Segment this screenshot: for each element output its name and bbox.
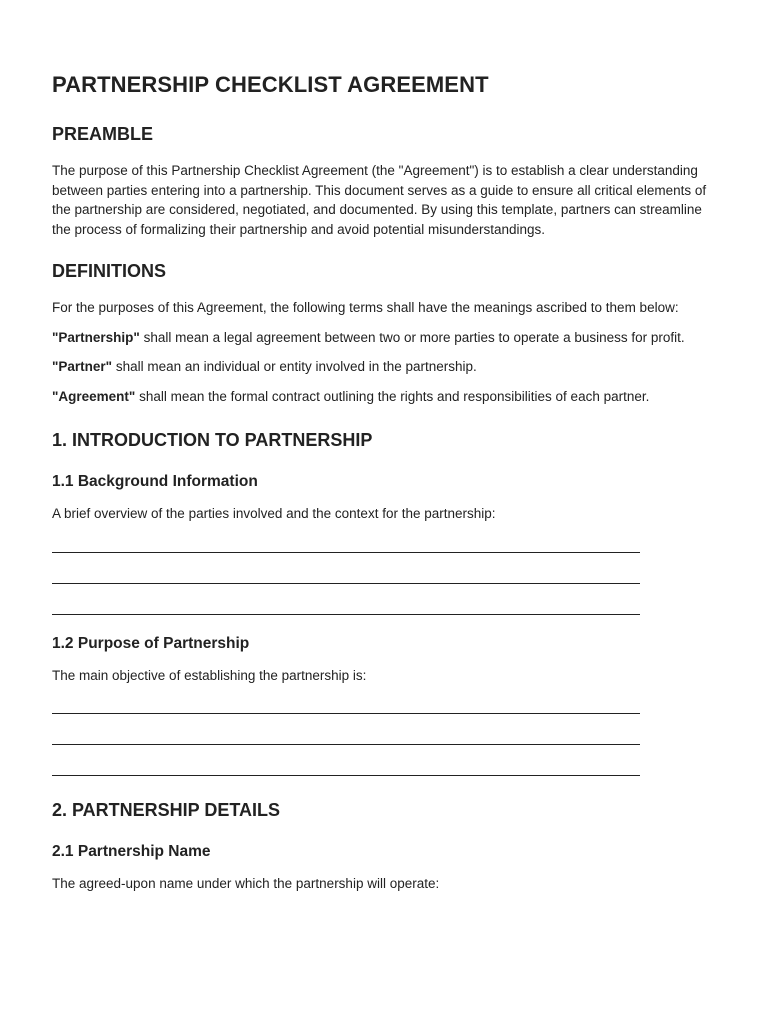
fill-in-lines — [52, 699, 718, 776]
section-introduction — [52, 430, 718, 776]
section-partnership-details — [52, 800, 718, 894]
definition-text: shall mean a legal agreement between two or more parties to operate a business for profit. — [139, 329, 685, 345]
fill-in-line[interactable] — [52, 569, 640, 584]
subsection-2-1-heading: 2.1 Partnership Name — [52, 843, 211, 860]
definitions-intro: For the purposes of this Agreement, the following terms shall have the meanings ascribed to them below: — [52, 300, 679, 315]
fill-in-line[interactable] — [52, 600, 640, 615]
subsection-1-1-text: A brief overview of the parties involved and the context for the partnership: — [52, 506, 496, 521]
definitions-heading: DEFINITIONS — [52, 261, 167, 281]
fill-in-line[interactable] — [52, 699, 640, 714]
definition-text: shall mean the formal contract outlining the rights and responsibilities of each partner. — [135, 388, 650, 404]
definition-term: "Partnership" — [52, 329, 140, 345]
fill-in-lines — [52, 538, 718, 615]
subsection-1-1-heading: 1.1 Background Information — [52, 473, 258, 490]
fill-in-line[interactable] — [52, 761, 640, 776]
preamble-text: The purpose of this Partnership Checklist Agreement (the "Agreement") is to establish a clear understanding between parties entering into a partnership. This document serves as a guide to ensure all critical elements of the partnership are considered, negotiated, and documented. By using this template, partners can streamline the process of formalizing their partnership and avoid potential misunderstandings. — [52, 163, 707, 237]
definition-text: shall mean an individual or entity involved in the partnership. — [112, 359, 477, 374]
section-2-heading: 2. PARTNERSHIP DETAILS — [52, 800, 281, 820]
document-title: PARTNERSHIP CHECKLIST AGREEMENT — [52, 72, 489, 97]
subsection-1-2-text: The main objective of establishing the partnership is: — [52, 667, 367, 683]
fill-in-line[interactable] — [52, 538, 640, 553]
definitions-section — [52, 261, 718, 406]
definition-item — [52, 328, 718, 348]
section-1-heading: 1. INTRODUCTION TO PARTNERSHIP — [52, 430, 373, 450]
definition-item — [52, 357, 718, 377]
subsection-1-2-heading: 1.2 Purpose of Partnership — [52, 634, 250, 652]
definition-item — [52, 387, 718, 407]
fill-in-line[interactable] — [52, 730, 640, 745]
subsection-2-1-text: The agreed-upon name under which the partnership will operate: — [52, 876, 440, 891]
preamble-heading: PREAMBLE — [52, 124, 154, 144]
definition-term: "Agreement" — [52, 388, 136, 404]
definition-term: "Partner" — [52, 359, 113, 374]
preamble-section — [52, 124, 718, 239]
